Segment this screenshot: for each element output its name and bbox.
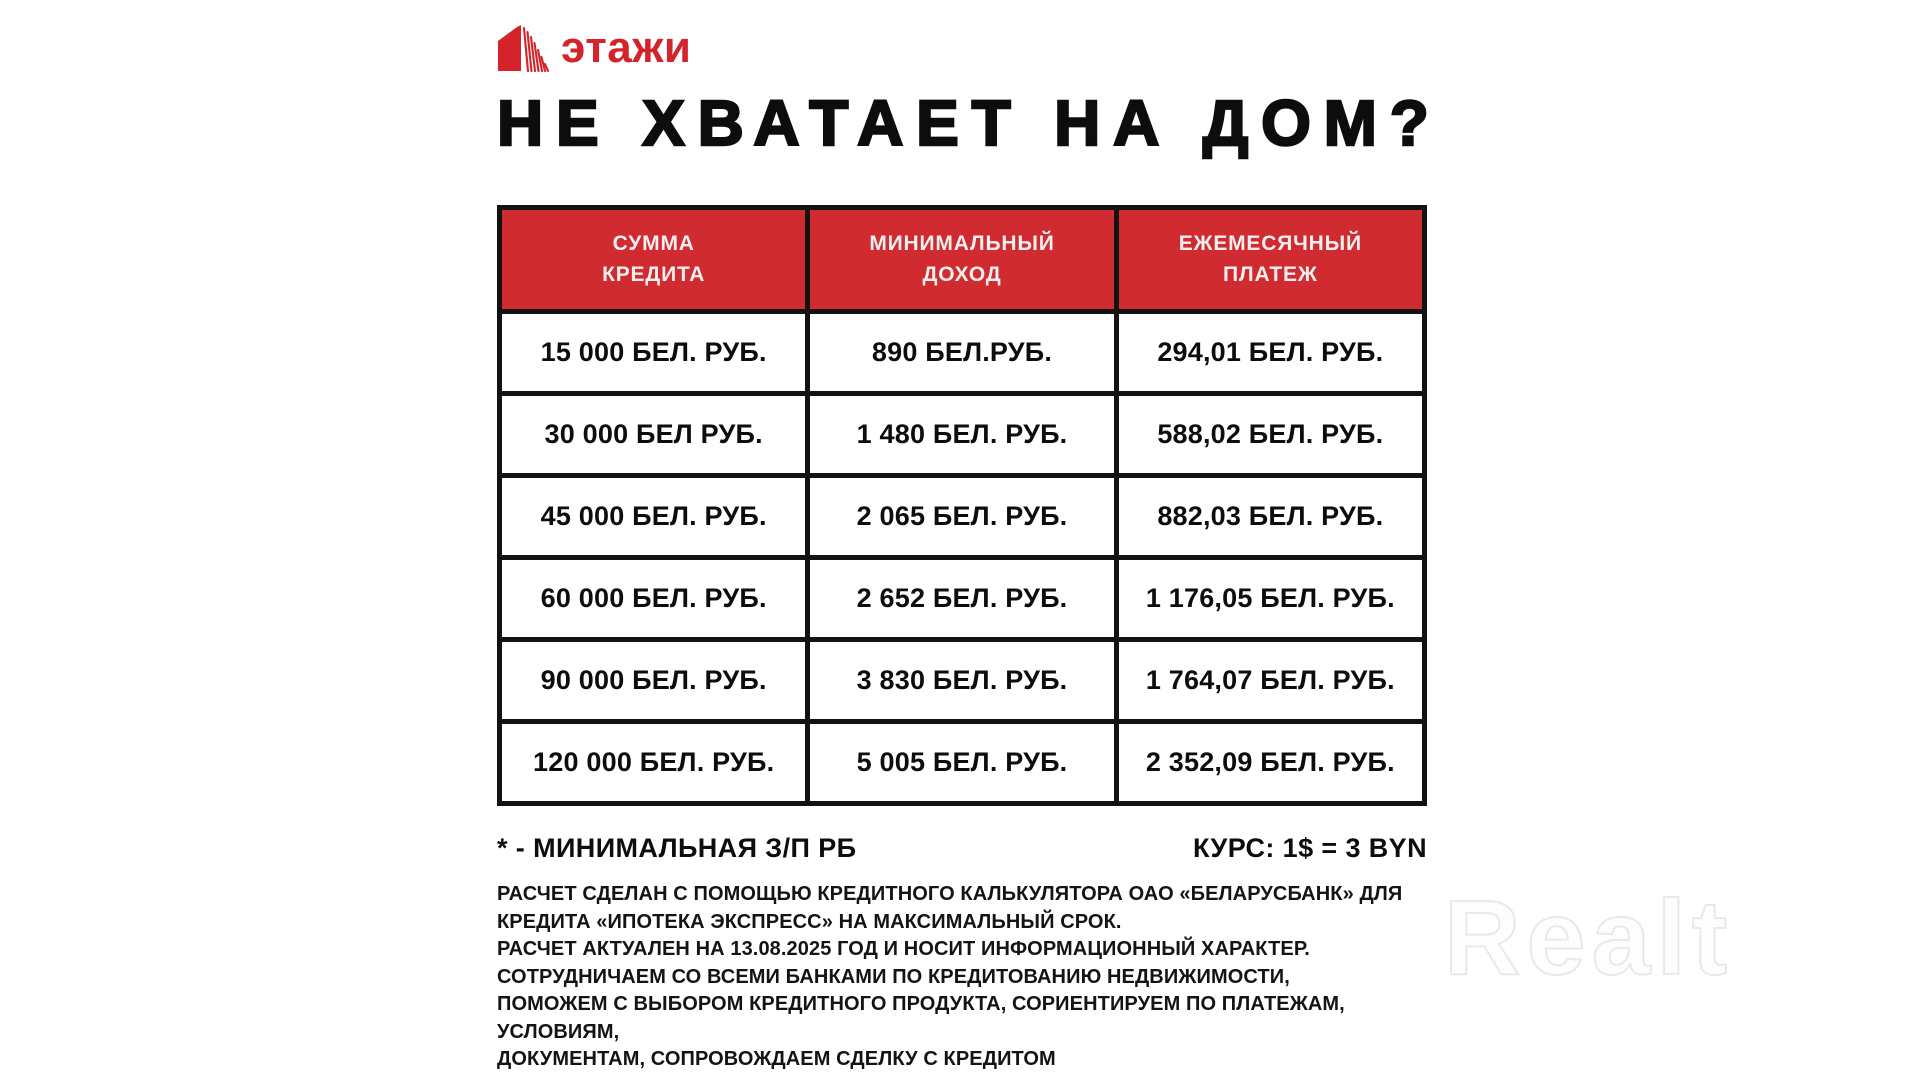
column-header-line: ЕЖЕМЕСЯЧНЫЙ [1178,232,1362,256]
cell-credit-sum: 30 000 БЕЛ РУБ. [500,394,808,476]
table-row [500,558,1425,640]
cell-monthly-payment: 588,02 БЕЛ. РУБ. [1116,394,1424,476]
column-header-line: ПЛАТЕЖ [1223,262,1318,286]
cell-min-income: 2 065 БЕЛ. РУБ. [808,476,1116,558]
column-header-monthly-payment [1116,208,1424,312]
footnote-min-salary: * - МИНИМАЛЬНАЯ З/П РБ [497,833,857,863]
cell-credit-sum: 45 000 БЕЛ. РУБ. [500,476,808,558]
table-header-row [500,208,1425,312]
cell-monthly-payment: 2 352,09 БЕЛ. РУБ. [1116,722,1424,804]
disclaimer-text [497,881,1402,1074]
cell-monthly-payment: 1 176,05 БЕЛ. РУБ. [1116,558,1424,640]
cell-monthly-payment: 1 764,07 БЕЛ. РУБ. [1116,640,1424,722]
cell-monthly-payment: 294,01 БЕЛ. РУБ. [1116,312,1424,394]
house-icon [497,24,549,72]
disclaimer-line: ПОМОЖЕМ С ВЫБОРОМ КРЕДИТНОГО ПРОДУКТА, СОРИЕНТИРУЕМ ПО ПЛАТЕЖАМ, [497,993,1345,1015]
cell-credit-sum: 90 000 БЕЛ. РУБ. [500,640,808,722]
disclaimer-line: РАСЧЕТ АКТУАЛЕН НА 13.08.2025 ГОД И НОСИТ ИНФОРМАЦИОННЫЙ ХАРАКТЕР. [497,938,1310,960]
column-header-line: МИНИМАЛЬНЫЙ [869,232,1055,256]
disclaimer-line: РАСЧЕТ СДЕЛАН С ПОМОЩЬЮ КРЕДИТНОГО КАЛЬКУЛЯТОРА ОАО «БЕЛАРУСБАНК» ДЛЯ [497,883,1403,905]
cell-credit-sum: 120 000 БЕЛ. РУБ. [500,722,808,804]
credit-table [497,205,1427,806]
notes-row [497,833,1427,864]
brand-name: этажи [561,23,692,72]
table-row [500,394,1425,476]
column-header-line: ДОХОД [922,262,1002,286]
exchange-rate: КУРС: 1$ = 3 BYN [1192,833,1427,863]
column-header-line: СУММА [612,232,695,256]
disclaimer-line: УСЛОВИЯМ, [497,1020,620,1043]
table-row [500,722,1425,804]
cell-min-income: 5 005 БЕЛ. РУБ. [808,722,1116,804]
cell-min-income: 3 830 БЕЛ. РУБ. [808,640,1116,722]
column-header-line: КРЕДИТА [602,262,706,286]
column-header-min-income [808,208,1116,312]
column-header-credit-sum [500,208,808,312]
table-row [500,476,1425,558]
cell-credit-sum: 60 000 БЕЛ. РУБ. [500,558,808,640]
realt-watermark: Realt [1444,879,1734,997]
table-row [500,312,1425,394]
cell-min-income: 1 480 БЕЛ. РУБ. [808,394,1116,476]
brand-logo [497,24,691,72]
cell-monthly-payment: 882,03 БЕЛ. РУБ. [1116,476,1424,558]
cell-min-income: 2 652 БЕЛ. РУБ. [808,558,1116,640]
disclaimer-line: КРЕДИТА «ИПОТЕКА ЭКСПРЕСС» НА МАКСИМАЛЬНЫЙ СРОК. [497,910,1122,933]
cell-min-income: 890 БЕЛ.РУБ. [808,312,1116,394]
table-row [500,640,1425,722]
page-title: НЕ ХВАТАЕТ НА ДОМ? [497,87,1442,159]
disclaimer-line: ДОКУМЕНТАМ, СОПРОВОЖДАЕМ СДЕЛКУ С КРЕДИТОМ [497,1048,1056,1070]
disclaimer-line: СОТРУДНИЧАЕМ СО ВСЕМИ БАНКАМИ ПО КРЕДИТОВАНИЮ НЕДВИЖИМОСТИ, [497,965,1290,988]
cell-credit-sum: 15 000 БЕЛ. РУБ. [500,312,808,394]
